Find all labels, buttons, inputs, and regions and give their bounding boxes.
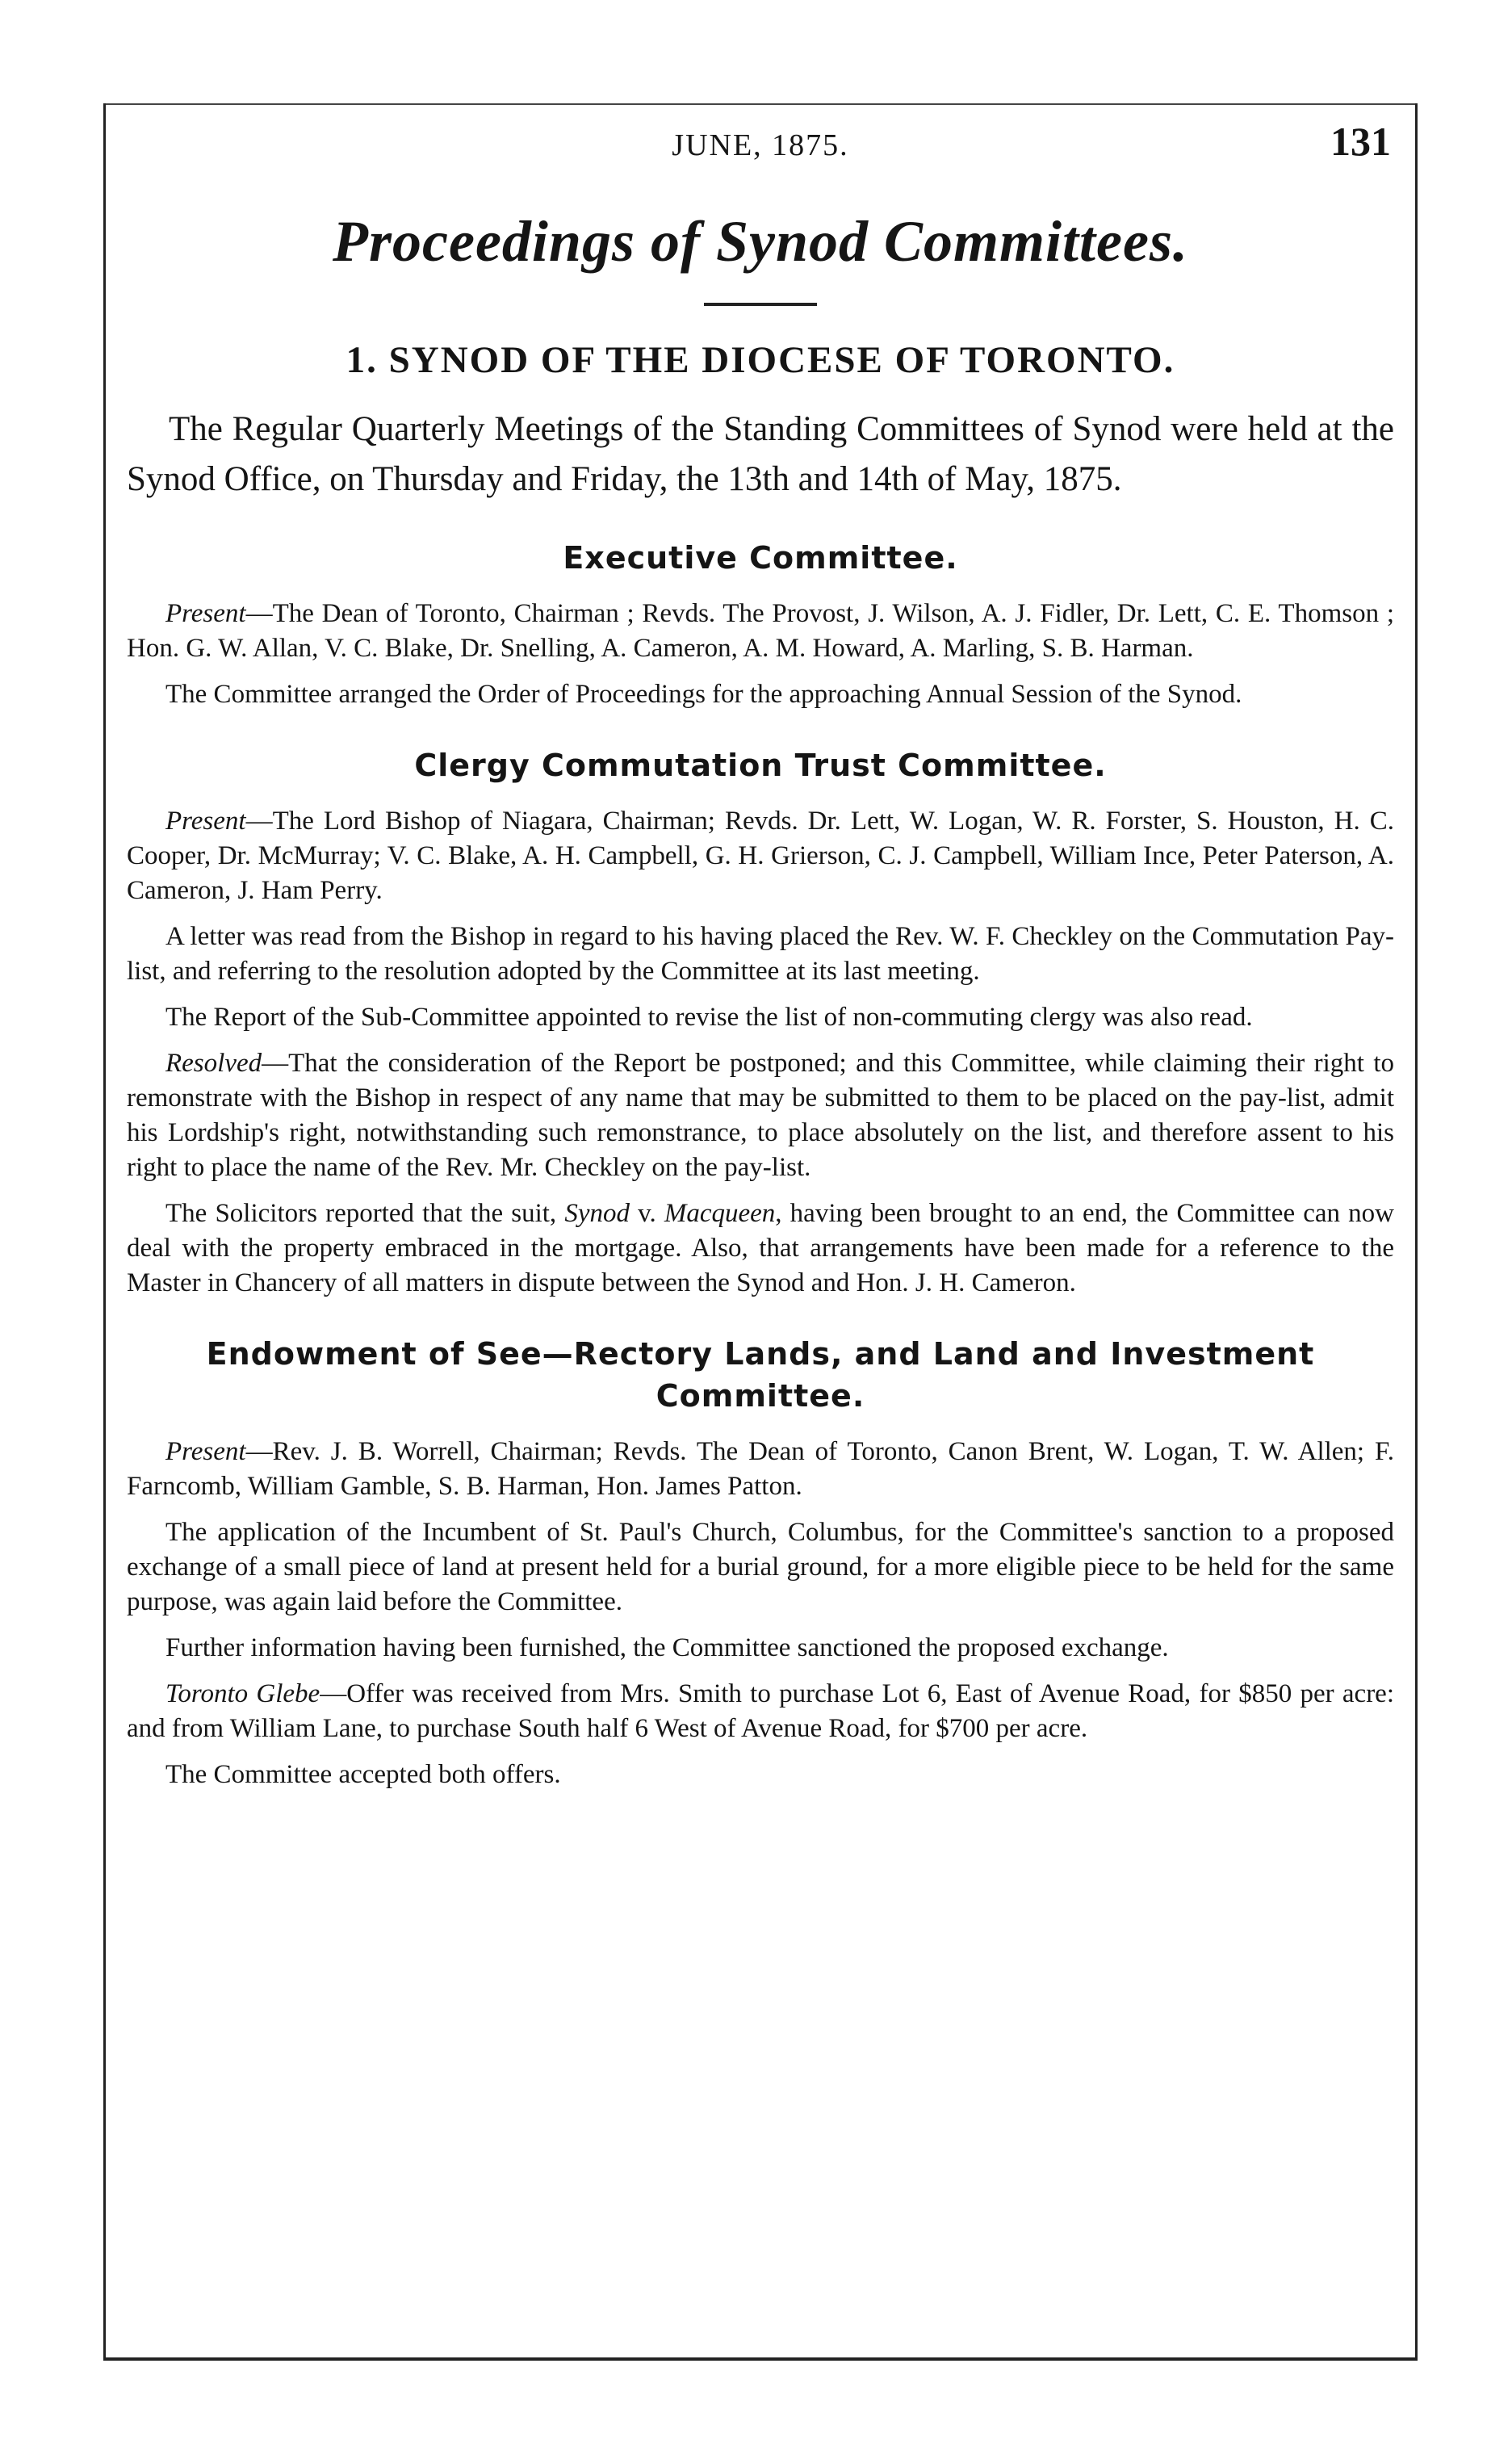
endowment-present bbox=[127, 1435, 1394, 1504]
journal-page bbox=[103, 103, 1418, 2361]
clergy-present bbox=[127, 804, 1394, 908]
executive-present bbox=[127, 597, 1394, 666]
toronto-glebe-paragraph bbox=[127, 1677, 1394, 1746]
executive-present-text: —The Dean of Toronto, Chairman ; Revds. The Provost, J. Wilson, A. J. Fidler, Dr. Lett, C. E. Thomson ; Hon. G. W. Allan, V. C. Blake, Dr. Snelling, A. Cameron, A. M. Howard, A. Marling, S. B. Harman. bbox=[127, 599, 1394, 663]
page-content bbox=[127, 103, 1394, 1804]
executive-committee-heading: Executive Committee. bbox=[563, 540, 958, 576]
endowment-application-paragraph: The application of the Incumbent of St. Paul's Church, Columbus, for the Committee's sanction to a proposed exchange of a small piece of land at present held for a burial ground, for a more eligible piece to be held for the same purpose, was again laid before the Committee. bbox=[127, 1518, 1394, 1616]
present-label: Present bbox=[165, 599, 246, 628]
case-name-synod: Synod bbox=[564, 1199, 630, 1228]
executive-paragraph: The Committee arranged the Order of Proceedings for the approaching Annual Session of the Synod. bbox=[165, 680, 1242, 709]
solicitors-text-start: The Solicitors reported that the suit, bbox=[165, 1199, 565, 1228]
endowment-committee-heading: Endowment of See—Rectory Lands, and Land and Investment Committee. bbox=[206, 1336, 1315, 1414]
present-label: Present bbox=[165, 807, 246, 836]
clergy-committee-heading: Clergy Commutation Trust Committee. bbox=[414, 748, 1107, 783]
endowment-sanction-paragraph: Further information having been furnished, the Committee sanctioned the proposed exchange. bbox=[165, 1633, 1169, 1662]
clergy-resolved bbox=[127, 1046, 1394, 1185]
endowment-accepted-paragraph: The Committee accepted both offers. bbox=[165, 1760, 561, 1789]
endowment-present-text: —Rev. J. B. Worrell, Chairman; Revds. The Dean of Toronto, Canon Brent, W. Logan, T. W. Allen; F. Farncomb, William Gamble, S. B. Harman, Hon. James Patton. bbox=[127, 1437, 1394, 1501]
title-divider bbox=[704, 303, 817, 306]
clergy-letter-paragraph: A letter was read from the Bishop in regard to his having placed the Rev. W. F. Checkley on the Commutation Pay-list, and referring to the resolution adopted by the Committee at its last meeting. bbox=[127, 922, 1394, 986]
page-number: 131 bbox=[1330, 119, 1391, 164]
section-heading: 1. SYNOD OF THE DIOCESE OF TORONTO. bbox=[346, 339, 1175, 381]
intro-text: The Regular Quarterly Meetings of the Standing Committees of Synod were held at the Synod Office, on Thursday and Friday, the 13th and 14th of May, 1875. bbox=[127, 410, 1394, 498]
clergy-solicitors-paragraph bbox=[127, 1196, 1394, 1301]
page-title: Proceedings of Synod Committees. bbox=[333, 209, 1188, 274]
running-head: JUNE, 1875. bbox=[672, 128, 849, 162]
intro-paragraph bbox=[127, 404, 1394, 505]
toronto-glebe-label: Toronto Glebe bbox=[165, 1679, 320, 1708]
resolved-label: Resolved bbox=[165, 1049, 262, 1078]
case-name-macqueen: Macqueen bbox=[664, 1199, 776, 1228]
toronto-glebe-text: —Offer was received from Mrs. Smith to purchase Lot 6, East of Avenue Road, for $850 per acre: and from William Lane, to purchase South half 6 West of Avenue Road, for $700 per acre. bbox=[127, 1679, 1394, 1743]
solicitors-text-end: , having been brought to an end, the Committee can now deal with the property embraced in the mortgage. Also, that arrangements have been made for a reference to the Master in Chancery of all matters in dispute between the Synod and Hon. J. H. Cameron. bbox=[127, 1199, 1394, 1297]
clergy-present-text: —The Lord Bishop of Niagara, Chairman; Revds. Dr. Lett, W. Logan, W. R. Forster, S. Houston, H. C. Cooper, Dr. McMurray; V. C. Blake, A. H. Campbell, G. H. Grierson, C. J. Campbell, William Ince, Peter Paterson, A. Cameron, J. Ham Perry. bbox=[127, 807, 1394, 905]
case-versus: v. bbox=[629, 1199, 664, 1228]
page-header bbox=[127, 103, 1394, 192]
clergy-resolved-text: —That the consideration of the Report be postponed; and this Committee, while claiming their right to remonstrate with the Bishop in respect of any name that may be submitted to them to be placed on the pay-list, admit his Lordship's right, notwithstanding such remonstrance, to place absolutely on the list, and therefore assent to his right to place the name of the Rev. Mr. Checkley on the pay-list. bbox=[127, 1049, 1394, 1182]
clergy-report-paragraph: The Report of the Sub-Committee appointed to revise the list of non-commuting clergy was also read. bbox=[165, 1003, 1253, 1032]
present-label: Present bbox=[165, 1437, 246, 1466]
